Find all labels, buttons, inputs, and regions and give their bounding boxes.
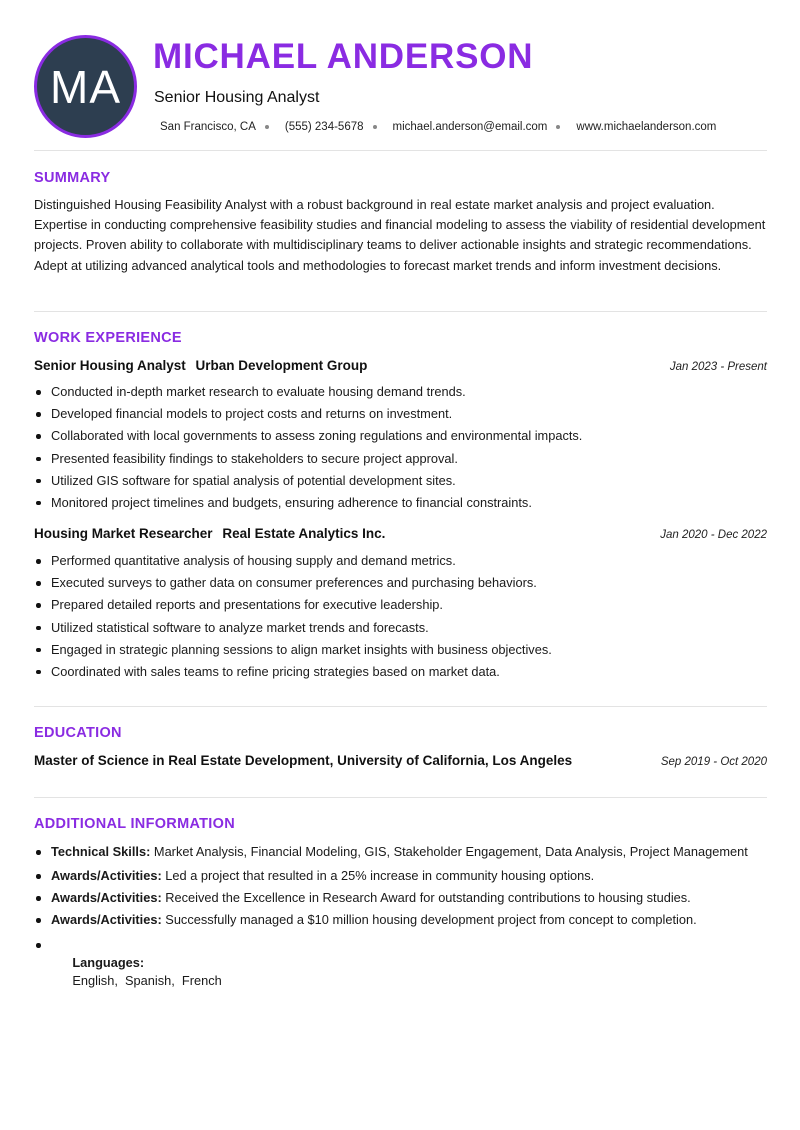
contact-phone: (555) 234-5678	[284, 121, 364, 133]
separator-dot-icon	[265, 125, 269, 129]
job-dates: Jan 2020 - Dec 2022	[660, 529, 767, 541]
section-heading-work-experience: WORK EXPERIENCE	[34, 330, 182, 346]
contact-website[interactable]: www.michaelanderson.com	[576, 121, 717, 133]
section-heading-summary: SUMMARY	[34, 170, 111, 186]
list-item: Utilized GIS software for spatial analysis of potential development sites.	[34, 472, 774, 494]
job-title: Housing Market Researcher	[34, 526, 213, 541]
item-label: Technical Skills:	[51, 844, 151, 859]
job-bullets	[34, 383, 774, 516]
job-title-line	[34, 526, 385, 541]
additional-info-list	[34, 843, 774, 989]
list-item: Prepared detailed reports and presentations for executive leadership.	[34, 596, 774, 618]
education-degree: Master of Science in Real Estate Development, University of California, Los Angeles	[34, 753, 573, 768]
item-label: Languages:	[72, 955, 145, 971]
list-item: Presented feasibility findings to stakeholders to secure project approval.	[34, 450, 774, 472]
item-value: Led a project that resulted in a 25% increase in community housing options.	[165, 868, 595, 883]
divider	[34, 150, 767, 151]
list-item: Monitored project timelines and budgets, ensuring adherence to financial constraints.	[34, 494, 774, 516]
list-item: Utilized statistical software to analyze market trends and forecasts.	[34, 619, 774, 641]
avatar-initials: MA	[50, 60, 121, 113]
job-header	[34, 526, 767, 541]
list-item: Developed financial models to project costs and returns on investment.	[34, 405, 774, 427]
contact-bar	[160, 121, 716, 133]
divider	[34, 706, 767, 707]
list-item: Executed surveys to gather data on consumer preferences and purchasing behaviors.	[34, 574, 774, 596]
education-entry	[34, 753, 767, 768]
summary-text: Distinguished Housing Feasibility Analyst with a robust background in real estate market analysis and project evaluation. Expertise in conducting comprehensive feasibility studies and financial modeling to assess the viability of residential development projects. Proven ability to collaborate with multidisciplinary teams to deliver actionable insights and strategic recommendations. Adept at utilizing advanced analytical tools and methodologies to forecast market trends and inform investment decisions.	[34, 197, 766, 273]
section-heading-education: EDUCATION	[34, 725, 122, 741]
item-label: Awards/Activities:	[51, 868, 162, 883]
list-item: Collaborated with local governments to assess zoning regulations and environmental impacts.	[34, 427, 774, 449]
job-company: Real Estate Analytics Inc.	[222, 526, 386, 541]
job-bullets	[34, 552, 774, 685]
job-dates: Jan 2023 - Present	[669, 361, 767, 373]
list-item	[34, 936, 774, 989]
job-title: Senior Housing Analyst	[34, 358, 186, 373]
item-value: Successfully managed a $10 million housing development project from concept to completion.	[165, 912, 697, 928]
list-item	[34, 889, 774, 911]
separator-dot-icon	[373, 125, 377, 129]
list-item: Performed quantitative analysis of housing supply and demand metrics.	[34, 552, 774, 574]
item-label: Awards/Activities:	[51, 912, 162, 928]
divider	[34, 311, 767, 312]
list-item: Conducted in-depth market research to evaluate housing demand trends.	[34, 383, 774, 405]
contact-email[interactable]: michael.anderson@email.com	[392, 121, 548, 133]
list-item: Engaged in strategic planning sessions to align market insights with business objectives.	[34, 641, 774, 663]
divider	[34, 797, 767, 798]
job-company: Urban Development Group	[195, 358, 368, 373]
job-header	[34, 358, 767, 373]
contact-location: San Francisco, CA	[160, 121, 256, 133]
list-item: Coordinated with sales teams to refine pricing strategies based on market data.	[34, 663, 774, 685]
avatar	[34, 35, 137, 138]
list-item	[34, 867, 774, 889]
job-title-line	[34, 358, 367, 373]
education-dates: Sep 2019 - Oct 2020	[660, 756, 767, 768]
item-value: Market Analysis, Financial Modeling, GIS, Stakeholder Engagement, Data Analysis, Project Management	[153, 844, 748, 859]
item-value: Received the Excellence in Research Award for outstanding contributions to housing studies.	[165, 890, 691, 906]
candidate-title: Senior Housing Analyst	[154, 89, 320, 106]
separator-dot-icon	[556, 125, 560, 129]
list-item	[34, 911, 774, 936]
item-label: Awards/Activities:	[51, 890, 162, 906]
candidate-name: MICHAEL ANDERSON	[153, 37, 534, 76]
list-item	[34, 843, 774, 867]
item-value: English, Spanish, French	[72, 973, 222, 989]
section-heading-additional-information: ADDITIONAL INFORMATION	[34, 816, 235, 832]
